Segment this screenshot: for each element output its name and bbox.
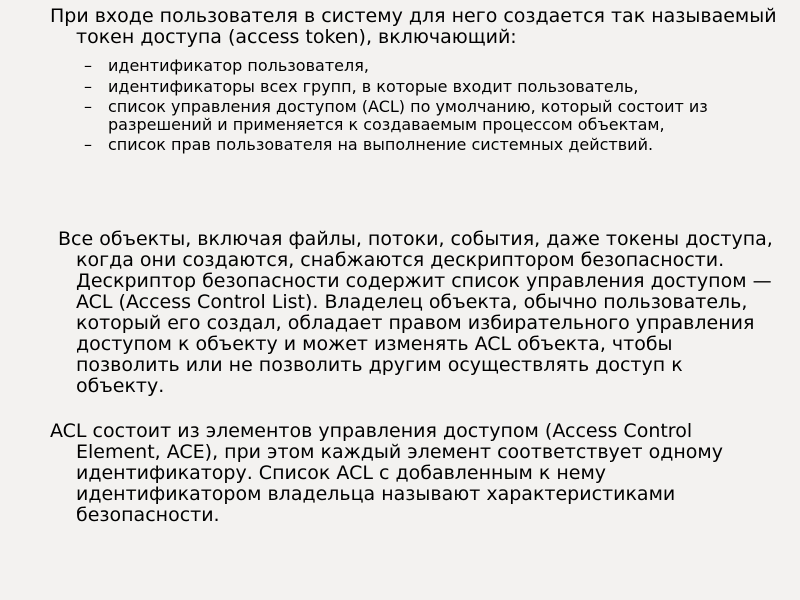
list-item-text: идентификатор пользователя, <box>108 56 369 75</box>
objects-paragraph: Все объекты, включая файлы, потоки, события, даже токены доступа, когда они создаются, снабжаются дескриптором безопасности. Дескриптор безопасности содержит список управления доступом — ACL (Access Control List). Владелец объекта, обычно пользователь, который его создал, обладает правом избирательного управления доступом к объекту и может изменять ACL объекта, чтобы позволить или не позволить другим осуществлять доступ к объекту. <box>58 228 773 397</box>
intro-paragraph: При входе пользователя в систему для него создается так называемый токен доступа (access token), включающий: <box>50 5 777 48</box>
list-item <box>84 57 774 75</box>
dash-bullet-icon: – <box>84 76 92 96</box>
list-item-text: список управления доступом (ACL) по умолчанию, который состоит из разрешений и применяется к создаваемым процессом объектам, <box>108 97 708 134</box>
list-item-text: идентификаторы всех групп, в которые входит пользователь, <box>108 76 639 96</box>
dash-bullet-icon: – <box>84 135 92 154</box>
token-contents-list <box>84 57 774 157</box>
list-item-text: список прав пользователя на выполнение системных действий. <box>108 135 654 154</box>
dash-bullet-icon: – <box>84 97 92 116</box>
list-item <box>84 136 774 154</box>
list-item <box>84 78 774 96</box>
dash-bullet-icon: – <box>84 56 92 75</box>
acl-paragraph: ACL состоит из элементов управления доступом (Access Control Element, ACE), при этом каждый элемент соответствует одному идентификатору. Список ACL с добавленным к нему идентификатором владельца называют характеристиками безопасности. <box>50 420 723 526</box>
list-item <box>84 98 774 133</box>
